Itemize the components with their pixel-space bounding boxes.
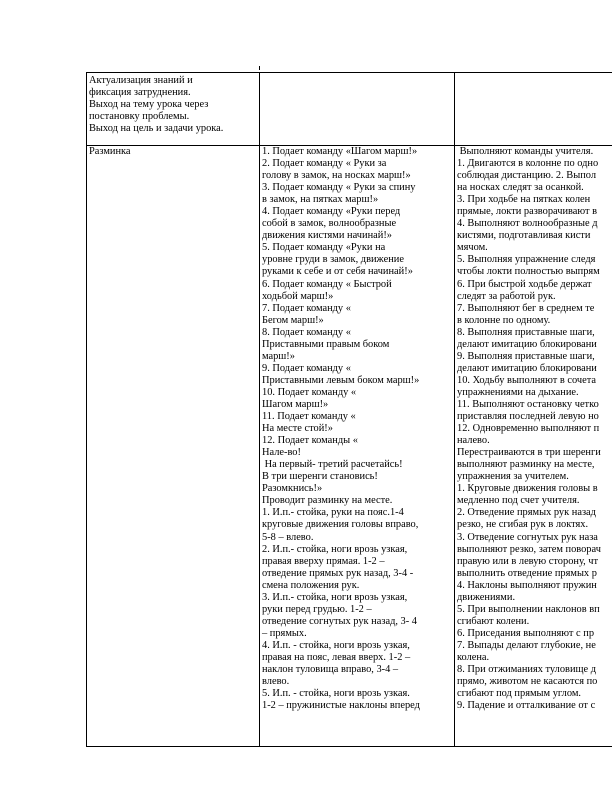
stage-title-warmup: Разминка <box>89 146 131 157</box>
teacher-activity-text <box>262 146 452 712</box>
student-text-line: резко, не сгибая рук в локтях. <box>457 519 589 531</box>
student-text-line: 3. Отведение согнутых рук наза <box>457 531 598 543</box>
student-text-line: чтобы локти полностью выпрям <box>457 266 600 278</box>
table-row-warmup <box>87 146 612 747</box>
student-text-line: 9. Падение и отталкивание от с <box>457 700 596 712</box>
stage-text-line: Актуализация знаний и <box>89 75 193 86</box>
teacher-text-line: влево. <box>262 676 290 688</box>
student-text-line: 5. При выполнении наклонов вп <box>457 603 600 615</box>
student-text-line: кистями, подготавливая кисти <box>457 230 591 242</box>
teacher-text-line: Шагом марш!» <box>262 398 329 410</box>
stage-text-line: Выход на цель и задачи урока. <box>89 123 224 135</box>
teacher-text-line: движения кистями начинай!» <box>262 230 392 242</box>
teacher-text-line: ходьбой марш!» <box>262 290 334 302</box>
teacher-text-line: 4. И.п. - стойка, ноги врозь узкая, <box>262 639 410 651</box>
student-text-line: 5. Выполняя упражнение следя <box>457 254 596 266</box>
teacher-text-line: смена положения рук. <box>262 579 360 591</box>
teacher-text-line: 12. Подает команды « <box>262 435 358 447</box>
teacher-text-line: В три шеренги становись! <box>262 471 378 483</box>
student-text-line: делают имитацию блокировани <box>457 362 597 374</box>
teacher-text-line: 11. Подает команду « <box>262 411 356 423</box>
teacher-text-line: руками к себе и от себя начинай!» <box>262 266 413 278</box>
student-text-line: правую или в левую сторону, чт <box>457 555 599 567</box>
student-text-line: 10. Ходьбу выполняют в сочета <box>457 374 596 386</box>
student-text-line: 4. Наклоны выполняют пружин <box>457 579 597 591</box>
student-text-line: выполняют разминку на месте, <box>457 459 595 471</box>
teacher-text-line: 9. Подает команду « <box>262 362 351 374</box>
student-text-line: 12. Одновременно выполняют п <box>457 423 600 435</box>
stage-text-line: Выход на тему урока через <box>89 99 209 111</box>
teacher-text-line: голову в замок, на носках марш!» <box>262 170 411 182</box>
student-text-line: сгибают под прямым углом. <box>457 688 581 700</box>
teacher-text-line: 3. Подает команду « Руки за спину <box>262 182 416 194</box>
teacher-text-line: 2. И.п.- стойка, ноги врозь узкая, <box>262 543 408 555</box>
stage-text-line: постановку проблемы. <box>89 111 190 123</box>
student-text-line: 8. При отжиманиях туловище д <box>457 664 597 676</box>
teacher-text-line: руки перед грудью. 1-2 – <box>262 603 372 615</box>
teacher-text-line: 8. Подает команду « <box>262 326 351 338</box>
teacher-text-line: 5. И.п. - стойка, ноги врозь узкая. <box>262 688 410 700</box>
student-activity-text <box>457 146 612 712</box>
table-row-actualization <box>87 73 612 146</box>
student-text-line: 3. При ходьбе на пятках колен <box>457 194 591 206</box>
stage-text-line: фиксация затруднения. <box>89 87 191 99</box>
student-text-line: соблюдая дистанцию. 2. Выпол <box>457 170 597 182</box>
teacher-text-line: правая на пояс, левая вверх. 1-2 – <box>262 651 411 663</box>
student-text-line: 7. Выполняют бег в среднем те <box>457 302 595 314</box>
student-text-line: 8. Выполняя приставные шаги, <box>457 326 595 338</box>
student-text-line: мячом. <box>457 242 488 254</box>
student-text-line: прямо, животом не касаются по <box>457 676 598 688</box>
teacher-text-line: Бегом марш!» <box>262 314 324 326</box>
teacher-text-line: отведение согнутых рук назад, 3- 4 <box>262 615 418 627</box>
teacher-text-line: уровне груди в замок, движение <box>262 254 404 266</box>
stage-cell-warmup <box>87 146 260 747</box>
student-cell-actualization <box>455 73 612 146</box>
student-text-line: упражнения за учителем. <box>457 471 569 483</box>
teacher-text-line: 5. Подает команду «Руки на <box>262 242 386 254</box>
student-text-line: 6. Приседания выполняют с пр <box>457 627 595 639</box>
teacher-text-line: 6. Подает команду « Быстрой <box>262 278 392 290</box>
lesson-plan-table <box>86 72 612 747</box>
teacher-text-line: 1-2 – пружинистые наклоны вперед <box>262 700 420 712</box>
student-text-line: делают имитацию блокировани <box>457 338 597 350</box>
student-text-line: упражнениями на дыхание. <box>457 386 579 398</box>
teacher-text-line: Нале-во! <box>262 447 301 459</box>
teacher-text-line: 1. Подает команду «Шагом марш!» <box>262 146 418 157</box>
stage-text-actualization <box>89 73 257 135</box>
teacher-text-line: марш!» <box>262 350 295 362</box>
teacher-text-line: На первый- третий расчетайсь! <box>262 459 403 471</box>
student-text-line: налево. <box>457 435 490 447</box>
teacher-activity-cell <box>260 146 455 747</box>
student-text-line: прямые, локти разворачивают в <box>457 206 598 218</box>
student-text-line: 11. Выполняют остановку четко <box>457 398 599 410</box>
teacher-text-line: круговые движения головы вправо, <box>262 519 419 531</box>
student-text-line: 1. Круговые движения головы в <box>457 483 598 495</box>
student-text-line: движениями. <box>457 591 516 603</box>
student-text-line: сгибают колени. <box>457 615 530 627</box>
teacher-text-line: 7. Подает команду « <box>262 302 351 314</box>
student-text-line: приставляя последней левую но <box>457 411 599 423</box>
student-text-line: Перестраиваются в три шеренги <box>457 447 601 459</box>
teacher-text-line: 1. И.п.- стойка, руки на пояс.1-4 <box>262 507 404 519</box>
teacher-text-line: 2. Подает команду « Руки за <box>262 158 387 170</box>
teacher-text-line: – прямых. <box>262 627 307 639</box>
student-text-line: следят за работой рук. <box>457 290 556 302</box>
student-text-line: 7. Выпады делают глубокие, не <box>457 639 596 651</box>
teacher-text-line: Приставными левым боком марш!» <box>262 374 420 386</box>
student-activity-cell <box>455 146 612 747</box>
teacher-text-line: 10. Подает команду « <box>262 386 357 398</box>
teacher-text-line: 5-8 – влево. <box>262 531 314 543</box>
teacher-text-line: 4. Подает команду «Руки перед <box>262 206 401 218</box>
student-text-line: в колонне по одному. <box>457 314 551 326</box>
teacher-text-line: в замок, на пятках марш!» <box>262 194 379 206</box>
teacher-text-line: наклон туловища вправо, 3-4 – <box>262 664 399 676</box>
student-text-line: Выполняют команды учителя. <box>457 146 594 157</box>
student-text-line: 1. Двигаются в колонне по одно <box>457 158 599 170</box>
column-tick-mark <box>259 66 260 70</box>
teacher-text-line: 3. И.п.- стойка, ноги врозь узкая, <box>262 591 408 603</box>
teacher-text-line: правая вверху прямая. 1-2 – <box>262 555 385 567</box>
teacher-text-line: отведение прямых рук назад, 3-4 - <box>262 567 414 579</box>
stage-cell-actualization <box>87 73 260 146</box>
teacher-text-line: Проводит разминку на месте. <box>262 495 393 507</box>
student-text-line: выполнить отведение прямых р <box>457 567 597 579</box>
student-text-line: выполняют резко, затем поворач <box>457 543 601 555</box>
teacher-text-line: собой в замок, волнообразные <box>262 218 397 230</box>
teacher-text-line: Разомкнись!» <box>262 483 323 495</box>
student-text-line: медленно под счет учителя. <box>457 495 580 507</box>
student-text-line: 9. Выполняя приставные шаги, <box>457 350 595 362</box>
student-text-line: на носках следят за осанкой. <box>457 182 584 194</box>
student-text-line: 4. Выполняют волнообразные д <box>457 218 598 230</box>
teacher-text-line: Приставными правым боком <box>262 338 390 350</box>
teacher-text-line: На месте стой!» <box>262 423 333 435</box>
student-text-line: колена. <box>457 651 490 663</box>
student-text-line: 6. При быстрой ходьбе держат <box>457 278 592 290</box>
student-text-line: 2. Отведение прямых рук назад <box>457 507 596 519</box>
teacher-cell-actualization <box>260 73 455 146</box>
